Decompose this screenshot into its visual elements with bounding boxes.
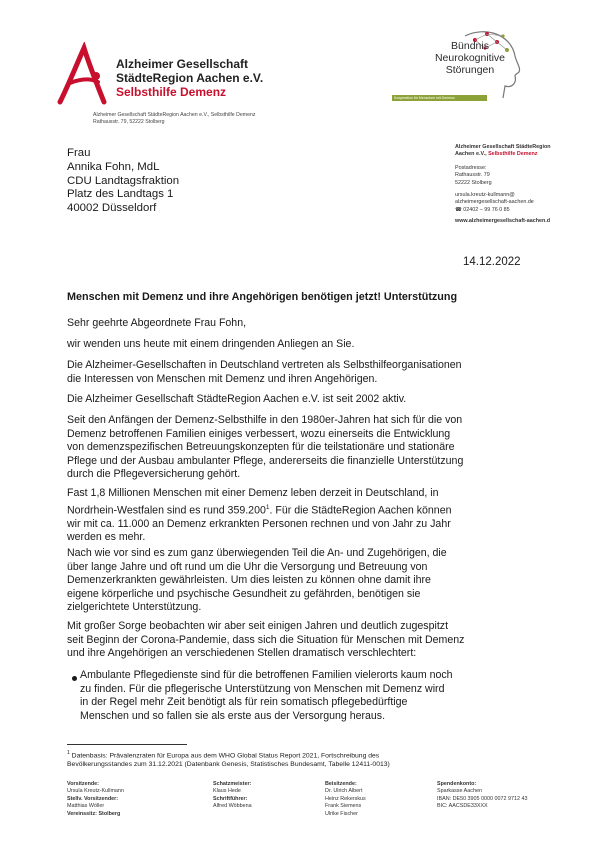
recipient-line2: Annika Fohn, MdL — [67, 160, 160, 173]
sender-line — [93, 112, 255, 126]
footer-officers-heading: Schatzmeister: — [213, 781, 252, 787]
paragraph-5-line: wir mit ca. 11.000 an Demenz erkrankten Personen rechnen und von Jahr zu Jahr — [67, 517, 451, 530]
footer-officers-line: Alfred Wöbbena — [213, 803, 252, 810]
paragraph-6-line: zielgerichtete Unterstützung. — [67, 601, 202, 613]
footnote-line1 — [67, 749, 390, 760]
contact-label: Postadresse: — [455, 164, 487, 171]
org-name-line1: Alzheimer Gesellschaft — [116, 57, 249, 71]
paragraph-5-line — [67, 501, 522, 518]
contact-phone: ☎ 02402 – 99 76 0 85 — [455, 206, 510, 213]
contact-org2b: Selbsthilfe Demenz — [488, 151, 538, 158]
footnote-line2: Bevölkerungsstandes zum 31.12.2021 (Datenbank Genesis, Statistisches Bundesamt, Tabelle 12411-0013) — [67, 761, 390, 769]
paragraph-5-line: werden es mehr. — [67, 531, 146, 544]
footer-board-heading: Vorsitzende: — [67, 781, 99, 787]
footer-board-line: Stellv. Vorsitzender: — [67, 795, 119, 802]
salutation: Sehr geehrte Abgeordnete Frau Fohn, — [67, 317, 247, 329]
sender-line2: Rathausstr. 79, 52222 Stolberg — [93, 119, 165, 125]
paragraph-6 — [67, 547, 522, 615]
bullet-item-line: in der Regel mehr Zeit benötigt als für rein somatisch pflegebedürftige — [80, 696, 408, 708]
footer-officers-line: Schriftführer: — [213, 795, 248, 802]
bullet-item-1 — [80, 669, 525, 723]
alzheimer-logo-icon — [56, 42, 112, 106]
paragraph-2-line: Die Alzheimer-Gesellschaften in Deutschland vertreten als Selbsthilfeorganisationen — [67, 359, 462, 371]
contact-org2a: Aachen e.V., — [455, 151, 489, 158]
bullet-item-line: zu finden. Für die pflegerische Unterstützung von Menschen mit Demenz wird — [80, 682, 445, 695]
paragraph-3: Die Alzheimer Gesellschaft StädteRegion Aachen e.V. ist seit 2002 aktiv. — [67, 393, 407, 405]
paragraph-1: wir wenden uns heute mit einem dringenden Anliegen an Sie. — [67, 338, 355, 350]
letter-date: 14.12.2022 — [463, 256, 521, 268]
contact-city: 52222 Stolberg — [455, 179, 492, 186]
footer-bank-line: IBAN: DE50 3905 0000 0072 9712 43 — [437, 795, 528, 802]
contact-block — [455, 144, 590, 226]
footnote — [67, 749, 390, 769]
org-name — [116, 57, 263, 85]
paragraph-4 — [67, 414, 522, 482]
footer-board-line: Matthias Wöller — [67, 803, 105, 810]
bullet-item-line: Menschen und so fallen sie als erste aus der Versorgung heraus. — [80, 709, 386, 722]
contact-email2[interactable]: alzheimergesellschaft-aachen.de — [455, 199, 534, 206]
paragraph-2-line: die Interessen von Menschen mit Demenz und ihren Angehörigen. — [67, 372, 378, 385]
paragraph-7 — [67, 620, 522, 661]
paragraph-6-line: Demenzerkrankten gewährleisten. Um dies leisten zu können ohne damit ihre — [67, 574, 431, 586]
partner-name-line1: Bündnis — [451, 40, 489, 52]
recipient-line4: Platz des Landtags 1 — [67, 188, 174, 201]
recipient-line3: CDU Landtagsfraktion — [67, 174, 180, 187]
footnote-text: Datenbasis: Prävalenzraten für Europa aus dem WHO Global Status Report 2021, Fortschreibung des — [69, 752, 380, 760]
paragraph-5-text: Nordrhein-Westfalen sind es rund 359.200 — [67, 504, 266, 517]
paragraph-6-line: eigene körperliche und psychische Gesundheit zu gefährden, benötigen sie — [67, 587, 421, 600]
footer-assessors-heading: Beisitzende: — [325, 781, 357, 787]
footer-assessors-line: Ulrike Fischer — [325, 810, 358, 817]
footer-assessors-line: Dr. Ulrich Albert — [325, 788, 363, 795]
partner-tagline-bar: Kooperation für Menschen mit Demenz — [392, 95, 487, 101]
sender-line1: Alzheimer Gesellschaft StädteRegion Aachen e.V., Selbsthilfe Demenz — [93, 112, 256, 118]
contact-org1: Alzheimer Gesellschaft StädteRegion — [455, 144, 551, 150]
footer-bank-line: Sparkasse Aachen — [437, 788, 482, 795]
footnote-number: 1 — [67, 750, 70, 756]
contact-web[interactable]: www.alzheimergesellschaft-aachen.d — [455, 218, 551, 225]
paragraph-4-line: Seit den Anfängen der Demenz-Selbsthilfe in den 1980er-Jahren hat sich für die von — [67, 414, 463, 426]
paragraph-5-line: Fast 1,8 Millionen Menschen mit einer Demenz leben derzeit in Deutschland, in — [67, 487, 439, 499]
footer-bank-heading: Spendenkonto: — [437, 781, 477, 787]
bullet-dot-icon — [72, 676, 77, 681]
recipient-address — [67, 147, 179, 216]
paragraph-6-line: über lange Jahre und oft rund um die Uhr die Versorgung und Betreuung von — [67, 560, 428, 573]
footer-assessors — [325, 781, 366, 818]
paragraph-4-line: Demenz betroffenen Familien einiges verbessert, wozu einerseits die Entwicklung — [67, 427, 451, 440]
footnote-divider — [67, 744, 187, 745]
contact-email[interactable]: ursula.kreutz-kullmann@ — [455, 192, 515, 199]
paragraph-2 — [67, 359, 522, 386]
paragraph-5-text: . Für die StädteRegion Aachen können — [269, 504, 452, 517]
recipient-line1: Frau — [67, 147, 91, 159]
paragraph-7-line: Mit großer Sorge beobachten wir aber seit einigen Jahren und deutlich zugespitzt — [67, 620, 449, 632]
footer-bank-line: BIC: AACSDE33XXX — [437, 803, 488, 810]
paragraph-4-line: durch die Pflegeversicherung gehört. — [67, 468, 241, 480]
footer-assessors-line: Frank Siemens — [325, 803, 362, 810]
footer-board — [67, 781, 124, 818]
paragraph-6-line: Nach wie vor sind es zum ganz überwiegenden Teil die An- und Zugehörigen, die — [67, 547, 447, 559]
contact-org2 — [455, 151, 590, 158]
footer-assessors-line: Heinz Rekerskus — [325, 795, 366, 802]
recipient-line5: 40002 Düsseldorf — [67, 202, 157, 215]
partner-name — [420, 40, 520, 76]
footer-bank — [437, 781, 528, 811]
paragraph-7-line: seit Beginn der Corona-Pandemie, dass sich die Situation für Menschen mit Demenz — [67, 633, 465, 646]
org-name-line2: StädteRegion Aachen e.V. — [116, 71, 264, 85]
letter-subject: Menschen mit Demenz und ihre Angehörigen benötigen jetzt! Unterstützung — [67, 291, 458, 303]
partner-name-line3: Störungen — [445, 64, 495, 76]
paragraph-5 — [67, 487, 522, 545]
footer-officers-line: Klaus Hede — [213, 788, 241, 795]
contact-street: Rathausstr. 79 — [455, 172, 490, 179]
paragraph-4-line: von demenzspezifischen Betreuungskonzepten für die teilstationäre und stationäre — [67, 441, 455, 453]
footer-board-line: Ursula Kreutz-Kullmann — [67, 788, 124, 795]
paragraph-4-line: Pflege und der Ausbau ambulanter Pflege, andererseits die finanzielle Unterstützung — [67, 454, 464, 467]
footer-officers — [213, 781, 252, 811]
org-subtitle: Selbsthilfe Demenz — [116, 85, 227, 99]
footer-board-line: Vereinssitz: Stolberg — [67, 810, 121, 817]
footnote-ref[interactable]: 1 — [265, 503, 270, 511]
partner-name-line2: Neurokognitive — [434, 52, 506, 64]
paragraph-7-line: und ihre Angehörigen an verschiedenen Stellen dramatisch verschlechtert: — [67, 647, 417, 659]
bullet-item-line: Ambulante Pflegedienste sind für die betroffenen Familien vielerorts kaum noch — [80, 669, 453, 681]
